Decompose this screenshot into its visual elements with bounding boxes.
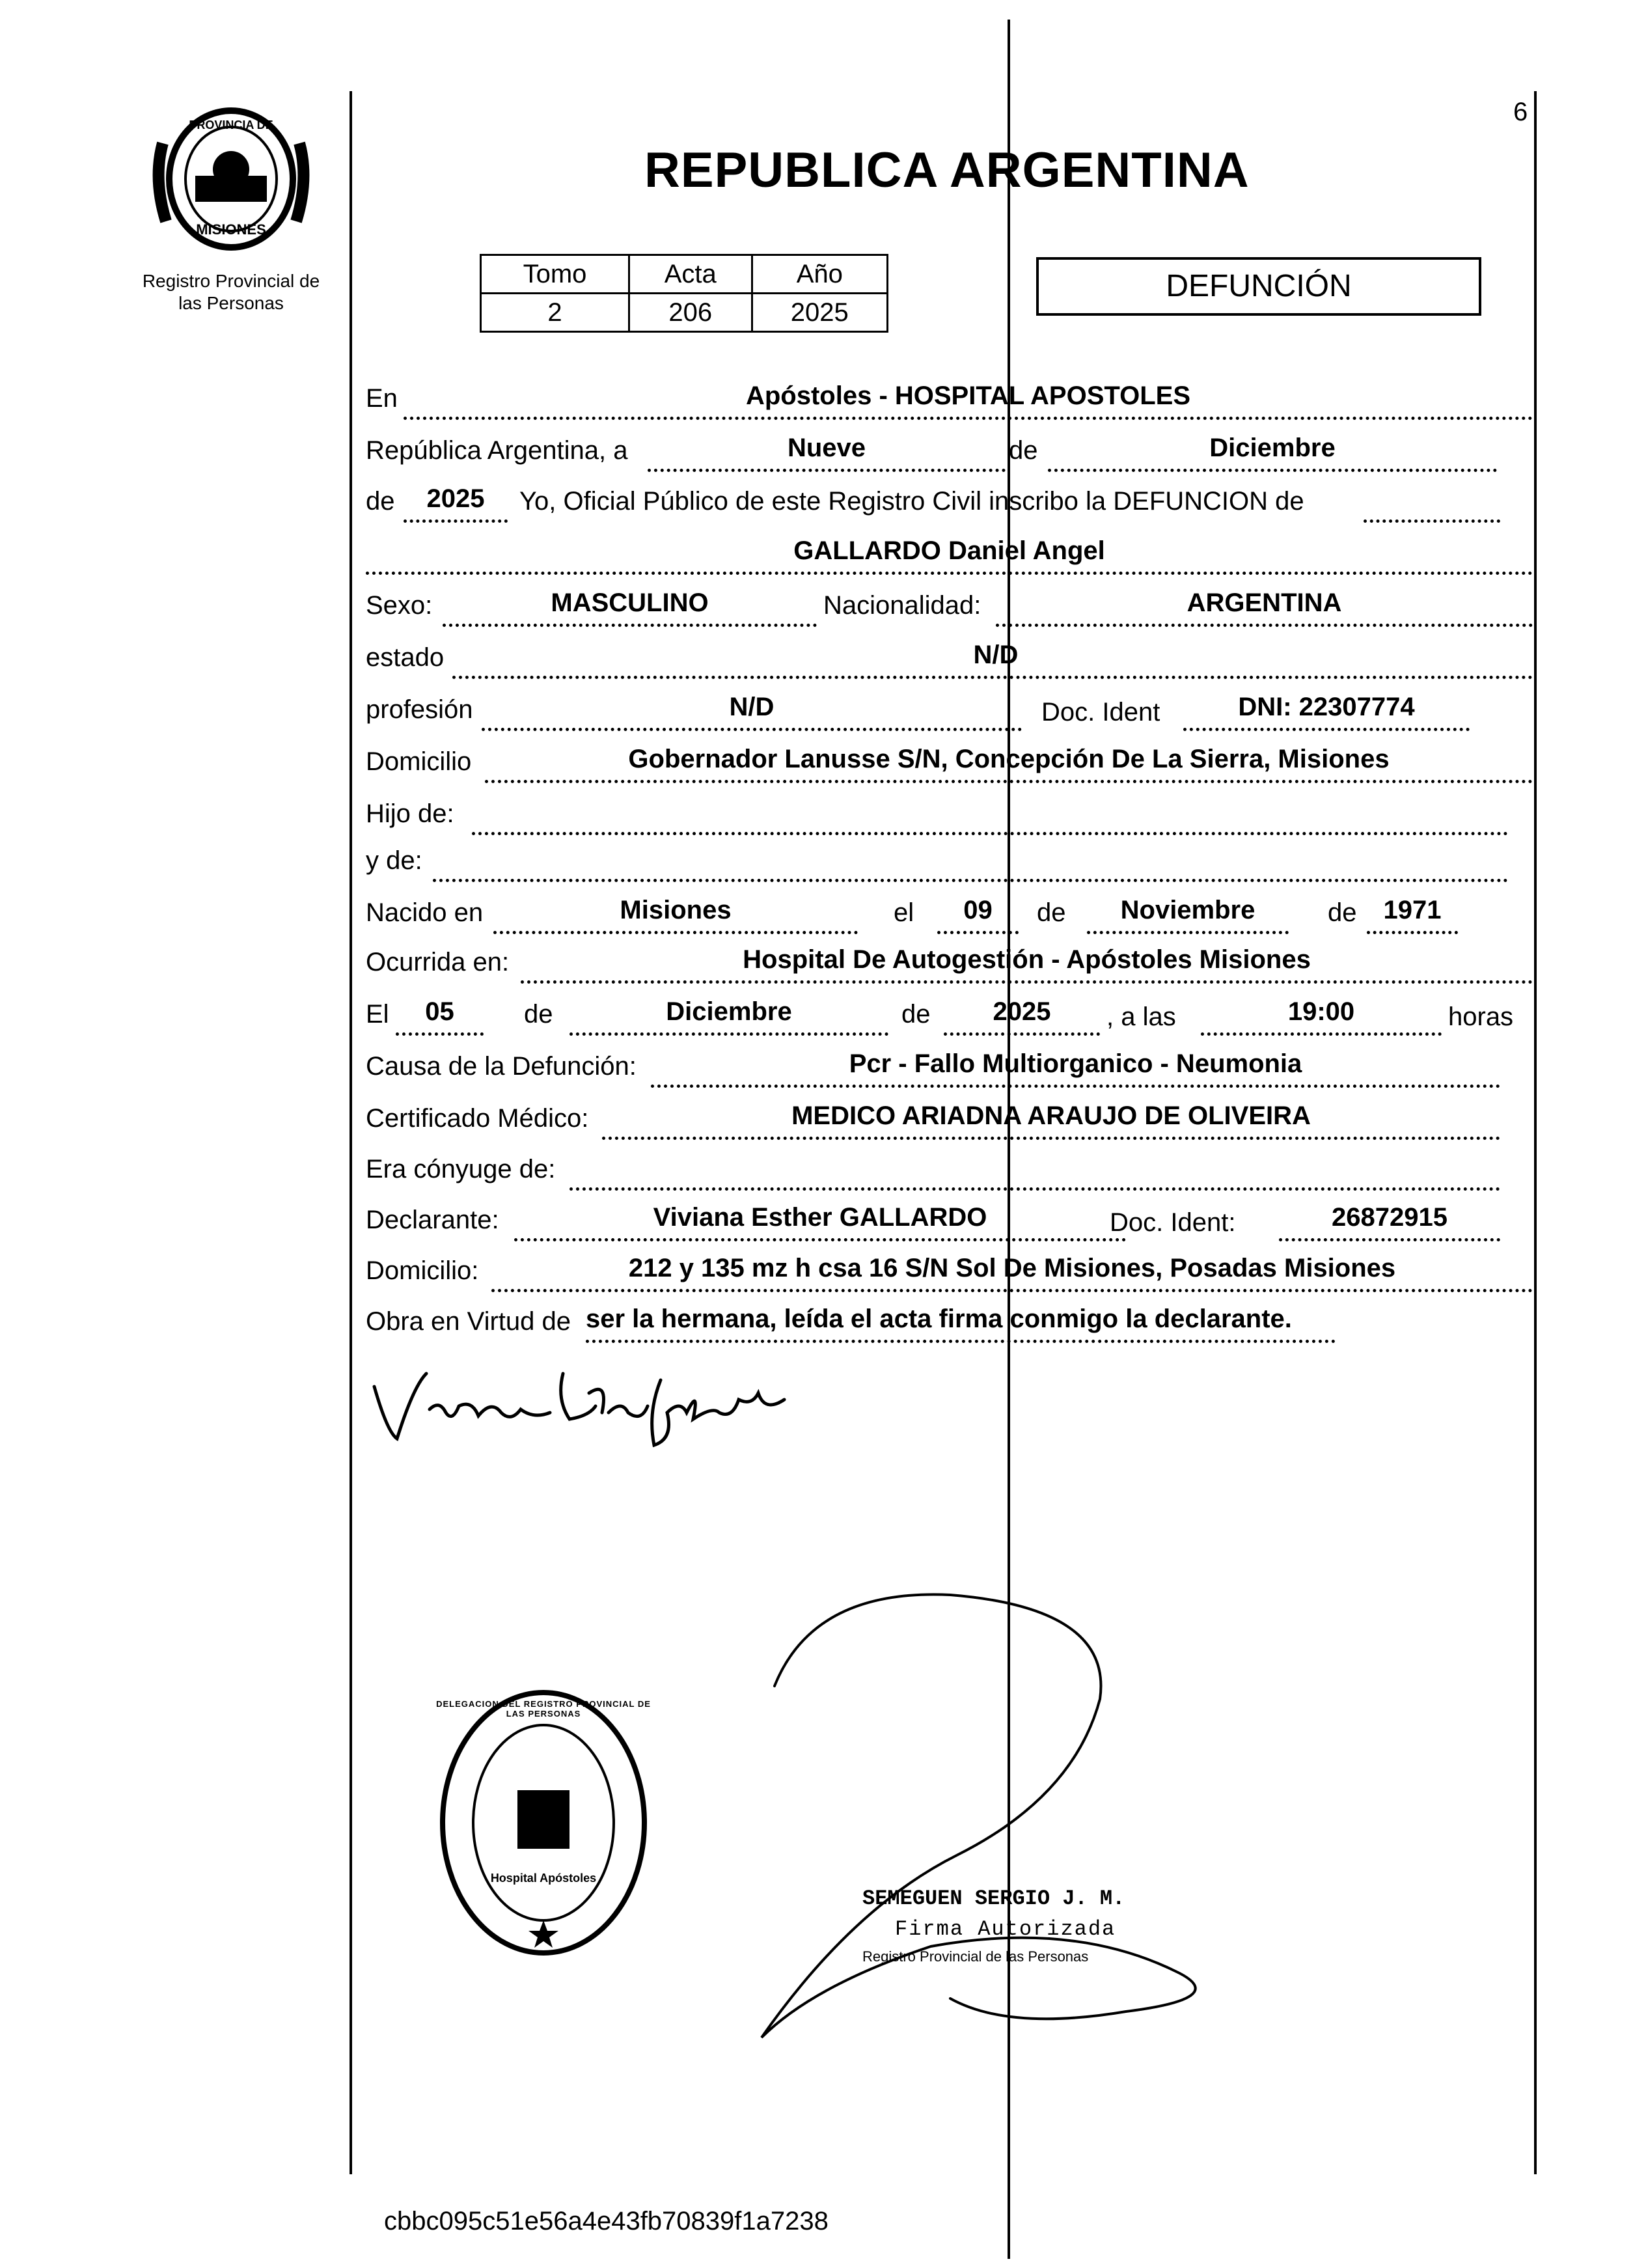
profesion-dots xyxy=(482,728,1022,731)
ocurrida-label: Ocurrida en: xyxy=(366,948,510,976)
death-time-dots xyxy=(1201,1032,1442,1036)
table-value-anio: 2025 xyxy=(752,294,887,332)
emblem-text-bottom: MISIONES xyxy=(196,221,266,238)
page-number: 6 xyxy=(1513,98,1528,126)
province-emblem xyxy=(150,104,312,254)
left-margin-line xyxy=(350,91,352,2174)
official-name: SEMEGUEN SERGIO J. M. xyxy=(862,1887,1125,1911)
a-las-label: , a las xyxy=(1106,1003,1176,1031)
de-label-3: de xyxy=(1037,898,1066,927)
estado-value: N/D xyxy=(973,641,1019,669)
year-dots xyxy=(404,519,508,523)
doc-ident2-value: 26872915 xyxy=(1332,1203,1448,1232)
table-header-acta: Acta xyxy=(629,255,752,294)
sexo-value: MASCULINO xyxy=(551,588,709,617)
death-time: 19:00 xyxy=(1287,997,1355,1026)
republica-label: República Argentina, a xyxy=(366,436,628,465)
en-value: Apóstoles - HOSPITAL APOSTOLES xyxy=(745,381,1191,410)
day-value: Nueve xyxy=(787,434,866,462)
en-dots xyxy=(404,417,1533,420)
birth-day-dots xyxy=(937,931,1019,934)
ocurrida-dots xyxy=(521,980,1533,984)
domicilio-dots xyxy=(485,780,1533,783)
certificado-value: MEDICO ARIADNA ARAUJO DE OLIVEIRA xyxy=(791,1101,1311,1130)
profesion-label: profesión xyxy=(366,695,473,724)
seal-text: DELEGACION DEL REGISTRO PROVINCIAL DE LAS PERSONAS xyxy=(436,1699,651,1719)
certificado-label: Certificado Médico: xyxy=(366,1104,589,1133)
hijo-dots xyxy=(472,832,1508,835)
nacido-label: Nacido en xyxy=(366,898,484,927)
birth-year: 1971 xyxy=(1383,896,1442,924)
de-label-4: de xyxy=(1328,898,1357,927)
logo-caption-line1: Registro Provincial de xyxy=(142,271,320,291)
month-value: Diciembre xyxy=(1209,434,1336,462)
birth-month: Noviembre xyxy=(1120,896,1256,924)
inscribo-text: Yo, Oficial Público de este Registro Civil inscribo la DEFUNCION de xyxy=(519,487,1304,516)
causa-value: Pcr - Fallo Multiorganico - Neumonia xyxy=(849,1049,1302,1078)
conyuge-label: Era cónyuge de: xyxy=(366,1155,556,1183)
de-label-6: de xyxy=(901,1000,931,1029)
domicilio2-label: Domicilio: xyxy=(366,1256,479,1285)
table-value-tomo: 2 xyxy=(481,294,629,332)
right-margin-line xyxy=(1534,91,1537,2174)
sexo-label: Sexo: xyxy=(366,591,433,620)
certificado-dots xyxy=(602,1137,1500,1140)
birth-year-dots xyxy=(1367,931,1458,934)
en-label: En xyxy=(366,384,398,413)
official-seal xyxy=(436,1686,651,1959)
official-org: Registro Provincial de las Personas xyxy=(862,1948,1089,1965)
nacionalidad-dots xyxy=(996,624,1533,627)
domicilio2-value: 212 y 135 mz h csa 16 S/N Sol De Misiones, Posadas Misiones xyxy=(628,1254,1396,1282)
act-type-box: DEFUNCIÓN xyxy=(1036,257,1481,316)
death-month: Diciembre xyxy=(666,997,792,1026)
obra-value: ser la hermana, leída el acta firma conmigo la declarante. xyxy=(586,1305,1292,1333)
nacido-place-dots xyxy=(493,931,858,934)
emblem-text-top: PROVINCIA DE xyxy=(189,118,273,131)
estado-dots xyxy=(452,676,1533,679)
name-dots xyxy=(366,572,1533,575)
doc-ident-dots xyxy=(1183,728,1470,731)
table-header-anio: Año xyxy=(752,255,887,294)
death-year-dots xyxy=(944,1032,1100,1036)
logo-caption-line2: las Personas xyxy=(178,293,284,313)
el-label: el xyxy=(894,898,914,927)
declarante-dots xyxy=(514,1238,1126,1241)
death-month-dots xyxy=(569,1032,888,1036)
official-role: Firma Autorizada xyxy=(895,1917,1116,1941)
de-label-2: de xyxy=(366,487,395,516)
doc-ident2-label: Doc. Ident: xyxy=(1110,1208,1236,1237)
official-signature xyxy=(735,1582,1256,2051)
death-day: 05 xyxy=(425,997,454,1026)
declarante-value: Viviana Esther GALLARDO xyxy=(653,1203,987,1232)
doc-ident2-dots xyxy=(1279,1238,1500,1241)
causa-dots xyxy=(651,1085,1500,1088)
conyuge-dots xyxy=(569,1187,1500,1191)
ocurrida-value: Hospital De Autogestión - Apóstoles Misiones xyxy=(743,945,1311,974)
death-day-dots xyxy=(396,1032,484,1036)
declarante-label: Declarante: xyxy=(366,1206,499,1234)
obra-dots xyxy=(586,1340,1336,1343)
horas-label: horas xyxy=(1448,1003,1514,1031)
seal-inner-text: Hospital Apóstoles xyxy=(490,1872,597,1885)
page-title: REPUBLICA ARGENTINA xyxy=(644,143,1250,198)
table-value-acta: 206 xyxy=(629,294,752,332)
causa-label: Causa de la Defunción: xyxy=(366,1052,637,1081)
logo-caption xyxy=(133,270,329,314)
sexo-dots xyxy=(443,624,817,627)
document-hash: cbbc095c51e56a4e43fb70839f1a7238 xyxy=(384,2207,829,2235)
table-header-tomo: Tomo xyxy=(481,255,629,294)
inscribo-dots xyxy=(1364,519,1500,523)
domicilio2-dots xyxy=(491,1289,1533,1292)
el-cap-label: El xyxy=(366,1000,389,1029)
day-dots xyxy=(648,469,1006,472)
profesion-value: N/D xyxy=(729,693,775,721)
y-de-label: y de: xyxy=(366,846,422,875)
month-dots xyxy=(1048,469,1497,472)
nacido-place: Misiones xyxy=(620,896,732,924)
nacionalidad-value: ARGENTINA xyxy=(1187,588,1342,617)
birth-day: 09 xyxy=(963,896,993,924)
de-label-1: de xyxy=(1009,436,1038,465)
record-table xyxy=(480,254,888,333)
obra-label: Obra en Virtud de xyxy=(366,1307,571,1336)
nacionalidad-label: Nacionalidad: xyxy=(823,591,981,620)
estado-label: estado xyxy=(366,643,445,672)
death-year: 2025 xyxy=(993,997,1051,1026)
y-de-dots xyxy=(433,879,1508,882)
year-value: 2025 xyxy=(426,484,485,513)
domicilio-label: Domicilio xyxy=(366,747,472,776)
de-label-5: de xyxy=(524,1000,553,1029)
domicilio-value: Gobernador Lanusse S/N, Concepción De La Sierra, Misiones xyxy=(628,745,1390,773)
doc-ident-label: Doc. Ident xyxy=(1041,698,1160,726)
doc-ident-value: DNI: 22307774 xyxy=(1238,693,1415,721)
declarant-signature xyxy=(368,1361,797,1452)
hijo-label: Hijo de: xyxy=(366,799,454,828)
deceased-name: GALLARDO Daniel Angel xyxy=(793,536,1105,565)
birth-month-dots xyxy=(1087,931,1289,934)
